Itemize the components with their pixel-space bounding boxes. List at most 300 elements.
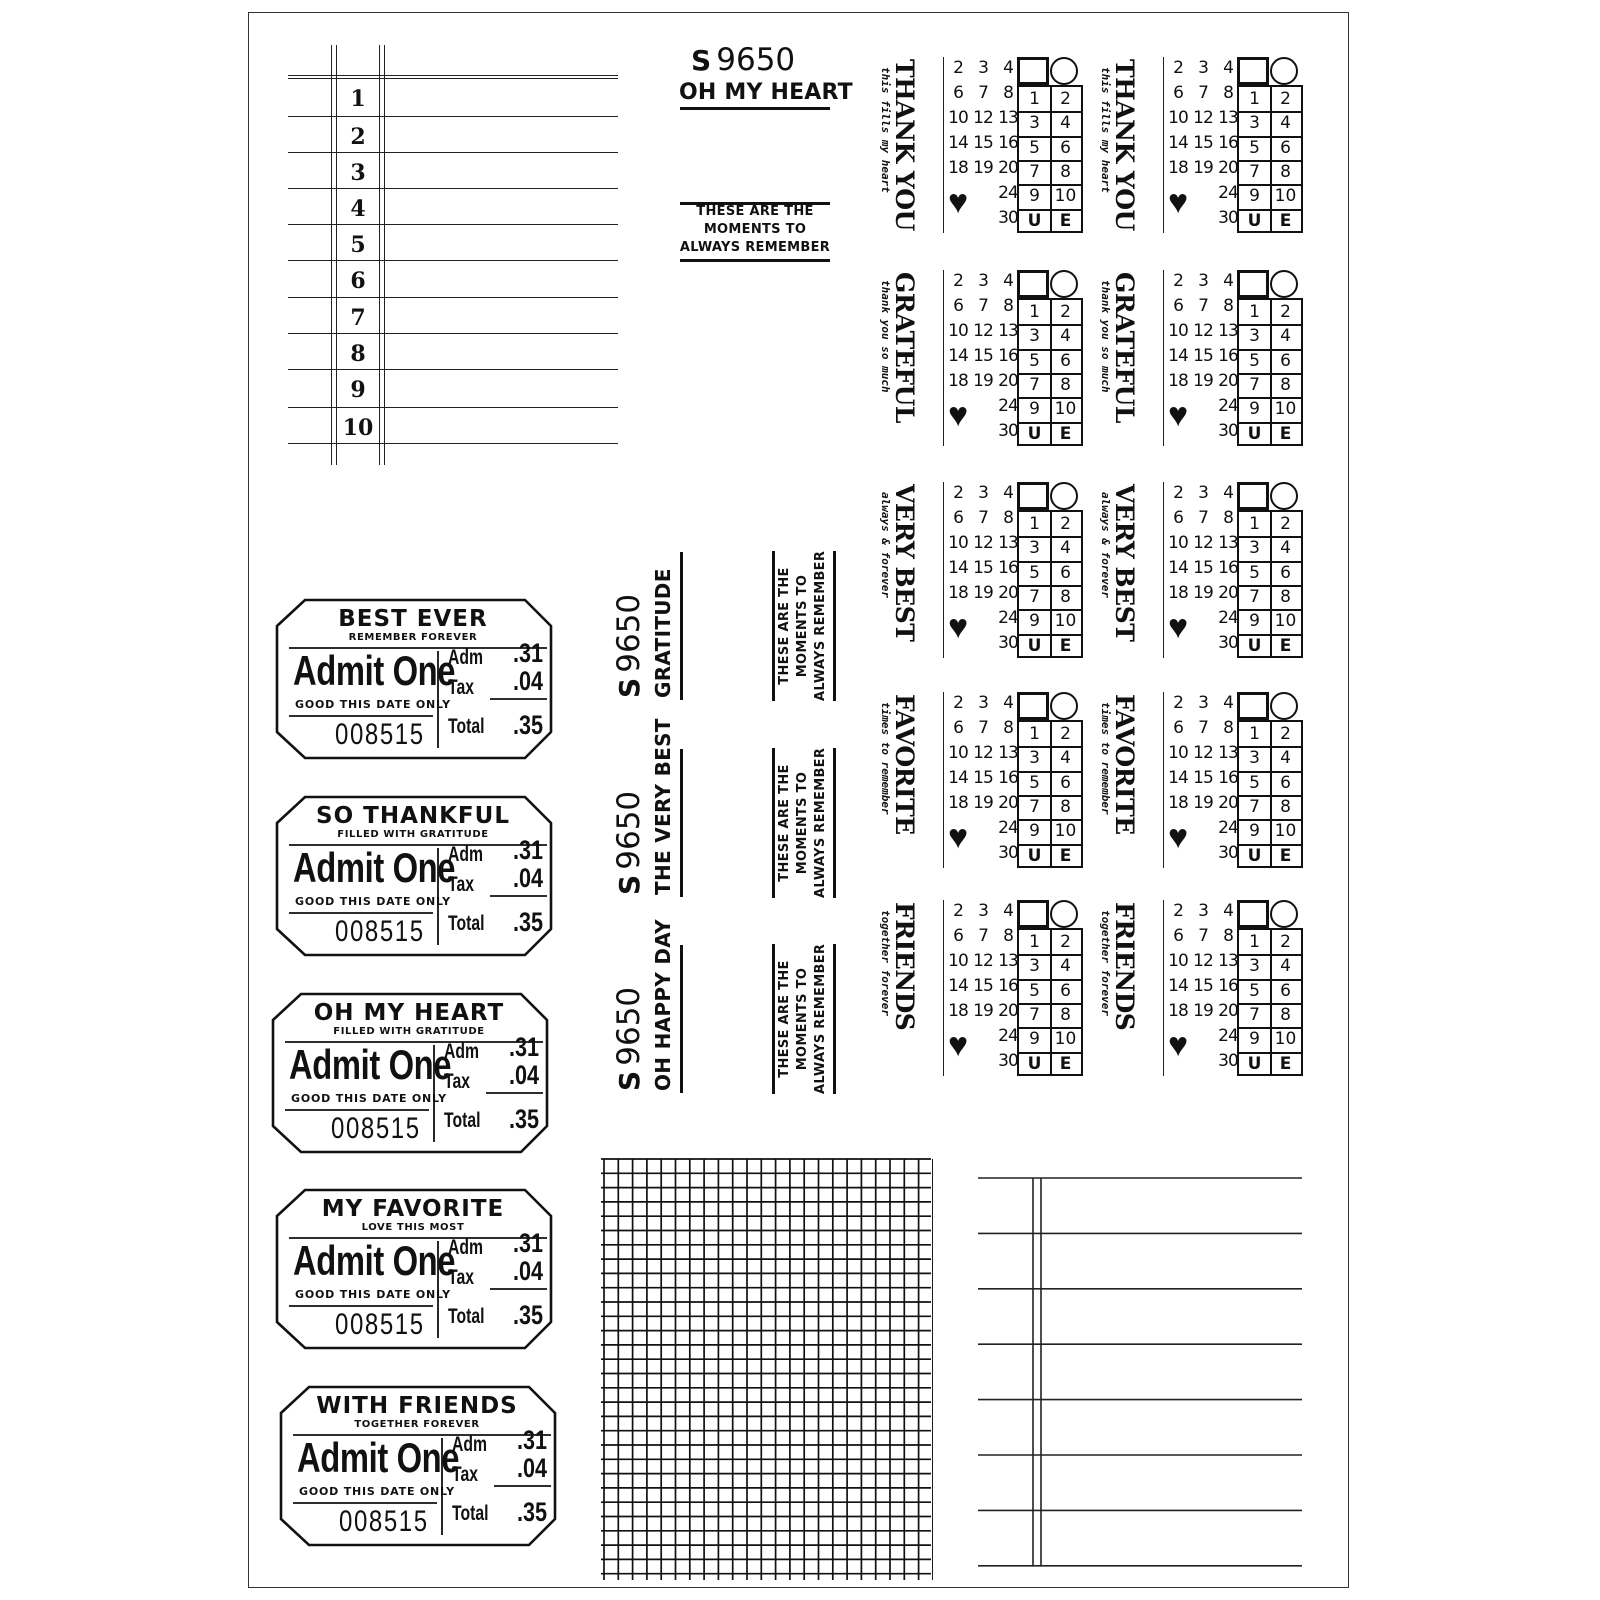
- calendar-day: 24: [998, 818, 1018, 838]
- calendar-day: 3: [978, 901, 988, 921]
- calendar-divider: [1163, 482, 1164, 658]
- admit-one-ticket: [275, 1188, 551, 1348]
- ticket-title: SO THANKFUL: [316, 803, 510, 829]
- calendar-day: 8: [1003, 718, 1013, 738]
- calendar-day: 3: [978, 483, 988, 503]
- calendar-cell: E: [1279, 1053, 1292, 1074]
- calendar-day: 16: [1218, 346, 1238, 366]
- mini-calendar-stamp: [878, 57, 1088, 237]
- calendar-cell: 1: [1249, 724, 1260, 744]
- ticket-adm-value: .31: [509, 1032, 540, 1062]
- calendar-cell: 2: [1060, 724, 1071, 744]
- ticket-adm-value: .31: [513, 638, 544, 668]
- circle-icon: [1050, 57, 1078, 85]
- calendar-day: 12: [973, 321, 993, 341]
- calendar-day: 8: [1223, 83, 1233, 103]
- calendar-day: 10: [1168, 321, 1188, 341]
- tag-underline: [680, 945, 683, 1093]
- calendar-day: 2: [1173, 901, 1183, 921]
- calendar-cell: 8: [1280, 1004, 1291, 1025]
- calendar-title: FRIENDS: [890, 902, 919, 1031]
- calendar-day: 3: [1198, 58, 1208, 78]
- calendar-subtitle: thank you so much: [879, 280, 892, 393]
- moments-line: ALWAYS REMEMBER: [813, 747, 828, 898]
- ticket-total-label: Total: [448, 1305, 485, 1328]
- calendar-day: 16: [998, 768, 1018, 788]
- calendar-table: [1237, 298, 1303, 446]
- ticket-adm-label: Adm: [448, 843, 484, 866]
- calendar-day: 18: [948, 583, 968, 603]
- calendar-table: [1017, 720, 1083, 868]
- calendar-cell: 9: [1029, 611, 1040, 632]
- ticket-serial: 008515: [339, 1505, 429, 1538]
- ticket-tax-value: .04: [513, 666, 544, 696]
- calendar-day: 20: [1218, 158, 1238, 178]
- list-number: 1: [350, 86, 366, 112]
- calendar-day: 2: [953, 58, 963, 78]
- calendar-cell: 5: [1249, 562, 1260, 583]
- calendar-day: 2: [953, 483, 963, 503]
- calendar-cell: 9: [1249, 399, 1260, 420]
- calendar-cell: 1: [1029, 932, 1040, 952]
- grid-lines: [601, 1157, 933, 1582]
- calendar-subtitle: always & forever: [879, 492, 892, 598]
- calendar-cell: 6: [1280, 980, 1291, 1001]
- tag-number: 9650: [611, 986, 647, 1066]
- calendar-cell: 9: [1249, 1029, 1260, 1050]
- calendar-cell: U: [1247, 845, 1262, 866]
- calendar-day: 2: [1173, 58, 1183, 78]
- calendar-day: 12: [1193, 108, 1213, 128]
- calendar-title: GRATEFUL: [1110, 272, 1139, 423]
- list-row-line: [288, 369, 618, 370]
- ticket-admit-one: Admit One: [293, 844, 456, 891]
- calendar-day: 2: [1173, 271, 1183, 291]
- calendar-day: 19: [1193, 583, 1213, 603]
- calendar-day: 16: [1218, 558, 1238, 578]
- calendar-subtitle: together forever: [1099, 910, 1112, 1016]
- calendar-day: 6: [953, 296, 963, 316]
- calendar-cell: 5: [1249, 980, 1260, 1001]
- ticket-subtitle: LOVE THIS MOST: [361, 1222, 465, 1233]
- calendar-day: 14: [948, 133, 968, 153]
- calendar-day: 24: [998, 608, 1018, 628]
- calendar-table: [1237, 720, 1303, 868]
- square-icon: [1237, 270, 1269, 298]
- calendar-cell: 10: [1054, 399, 1077, 420]
- calendar-day: 6: [953, 83, 963, 103]
- calendar-divider: [1163, 692, 1164, 868]
- calendar-day: 16: [998, 346, 1018, 366]
- list-column-line: [384, 45, 385, 465]
- moments-left-line: [772, 748, 775, 898]
- calendar-day: 30: [998, 1051, 1018, 1071]
- calendar-divider: [1163, 900, 1164, 1076]
- calendar-day: 30: [998, 421, 1018, 441]
- calendar-day: 3: [978, 271, 988, 291]
- calendar-day: 16: [1218, 133, 1238, 153]
- calendar-cell: 3: [1029, 748, 1040, 769]
- moments-left-line: [772, 551, 775, 701]
- calendar-day: 4: [1223, 58, 1233, 78]
- ticket-tax-label: Tax: [444, 1070, 470, 1093]
- calendar-day: 14: [948, 976, 968, 996]
- ticket-subtitle: FILLED WITH GRATITUDE: [333, 1026, 485, 1037]
- mini-calendar-stamp: [878, 900, 1088, 1080]
- calendar-day: 14: [948, 346, 968, 366]
- ticket-serial: 008515: [335, 718, 425, 751]
- calendar-day: 10: [948, 743, 968, 763]
- calendar-cell: U: [1247, 210, 1262, 231]
- circle-icon: [1270, 692, 1298, 720]
- calendar-subtitle: this fills my heart: [1099, 67, 1112, 193]
- ticket-admit-one: Admit One: [293, 647, 456, 694]
- calendar-day: 4: [1223, 483, 1233, 503]
- calendar-day: 7: [1198, 83, 1208, 103]
- calendar-day: 6: [953, 718, 963, 738]
- ticket-serial: 008515: [335, 1308, 425, 1341]
- ticket-tax-value: .04: [517, 1453, 548, 1483]
- calendar-day: 8: [1223, 718, 1233, 738]
- calendar-cell: 2: [1060, 932, 1071, 952]
- calendar-day: 15: [1193, 768, 1213, 788]
- calendar-cell: 10: [1054, 611, 1077, 632]
- square-icon: [1237, 57, 1269, 85]
- calendar-day: 3: [1198, 901, 1208, 921]
- list-number: 7: [350, 305, 366, 331]
- heart-icon: ♥: [948, 1026, 969, 1064]
- calendar-divider: [943, 692, 944, 868]
- calendar-cell: 8: [1060, 1004, 1071, 1025]
- mini-calendar-stamp: [878, 482, 1088, 662]
- calendar-day: 6: [1173, 296, 1183, 316]
- calendar-table: [1237, 928, 1303, 1076]
- calendar-cell: 5: [1029, 772, 1040, 793]
- calendar-day: 19: [973, 371, 993, 391]
- circle-icon: [1270, 57, 1298, 85]
- moments-line: MOMENTS TO: [795, 967, 810, 1071]
- calendar-cell: 3: [1029, 326, 1040, 347]
- calendar-cell: 4: [1060, 748, 1071, 769]
- calendar-day: 12: [973, 743, 993, 763]
- calendar-subtitle: this fills my heart: [879, 67, 892, 193]
- tag-prefix: S: [691, 44, 712, 77]
- calendar-day: 10: [1168, 108, 1188, 128]
- calendar-day: 30: [1218, 633, 1238, 653]
- calendar-cell: E: [1279, 210, 1292, 231]
- admit-one-ticket: [271, 992, 547, 1152]
- moments-left-line: [772, 944, 775, 1094]
- square-icon: [1017, 270, 1049, 298]
- calendar-day: 16: [1218, 768, 1238, 788]
- calendar-cell: 6: [1060, 137, 1071, 158]
- list-number: 2: [350, 124, 366, 150]
- calendar-cell: 6: [1060, 350, 1071, 371]
- list-row-line: [288, 333, 618, 334]
- calendar-day: 18: [948, 1001, 968, 1021]
- tag-label: OH MY HEART: [679, 80, 853, 105]
- calendar-day: 19: [1193, 371, 1213, 391]
- calendar-day: 24: [998, 1026, 1018, 1046]
- calendar-day: 14: [1168, 346, 1188, 366]
- ticket-tax-value: .04: [513, 863, 544, 893]
- calendar-day: 15: [973, 558, 993, 578]
- calendar-title: GRATEFUL: [890, 272, 919, 423]
- calendar-day: 10: [948, 321, 968, 341]
- calendar-cell: 9: [1029, 399, 1040, 420]
- mini-calendar-stamp: [1098, 900, 1308, 1080]
- calendar-cell: 8: [1060, 374, 1071, 395]
- tag-price: [611, 791, 647, 895]
- calendar-cell: 3: [1249, 113, 1260, 134]
- list-header-line: [288, 75, 618, 76]
- heart-icon: ♥: [948, 818, 969, 856]
- calendar-cell: 7: [1029, 1004, 1040, 1025]
- list-number: 9: [350, 377, 366, 403]
- calendar-table: [1017, 85, 1083, 233]
- ticket-adm-value: .31: [513, 835, 544, 865]
- calendar-divider: [1163, 57, 1164, 233]
- calendar-divider: [943, 900, 944, 1076]
- calendar-day: 7: [1198, 508, 1208, 528]
- calendar-cell: 2: [1280, 89, 1291, 109]
- moments-text: [776, 551, 830, 701]
- ticket-adm-label: Adm: [448, 1236, 484, 1259]
- calendar-cell: 6: [1280, 772, 1291, 793]
- calendar-day: 14: [1168, 558, 1188, 578]
- circle-icon: [1270, 900, 1298, 928]
- calendar-day: 13: [1218, 321, 1238, 341]
- calendar-day: 14: [1168, 768, 1188, 788]
- calendar-cell: E: [1059, 1053, 1072, 1074]
- tag-number: 9650: [611, 593, 647, 673]
- calendar-day: 6: [953, 926, 963, 946]
- tag-prefix: S: [613, 677, 646, 698]
- square-icon: [1237, 692, 1269, 720]
- ticket-subtitle: TOGETHER FOREVER: [354, 1419, 480, 1430]
- calendar-cell: 1: [1249, 89, 1260, 109]
- calendar-title: THANK YOU: [1110, 59, 1139, 231]
- calendar-day: 4: [1003, 693, 1013, 713]
- calendar-day: 30: [1218, 208, 1238, 228]
- calendar-day: 19: [973, 158, 993, 178]
- calendar-cell: 2: [1060, 302, 1071, 322]
- moments-text: [776, 944, 830, 1094]
- calendar-cell: 7: [1029, 161, 1040, 182]
- calendar-day: 3: [978, 58, 988, 78]
- circle-icon: [1050, 692, 1078, 720]
- calendar-day: 18: [1168, 583, 1188, 603]
- calendar-title: FAVORITE: [890, 694, 919, 835]
- list-row-line: [288, 188, 618, 189]
- heart-icon: ♥: [948, 608, 969, 646]
- calendar-day: 4: [1003, 901, 1013, 921]
- calendar-divider: [1163, 270, 1164, 446]
- calendar-day: 12: [1193, 533, 1213, 553]
- calendar-day: 12: [1193, 951, 1213, 971]
- calendar-day: 16: [998, 976, 1018, 996]
- calendar-day: 10: [948, 108, 968, 128]
- moments-right-line: [833, 944, 836, 1094]
- ticket-good-date: GOOD THIS DATE ONLY: [295, 1288, 451, 1301]
- calendar-cell: 7: [1249, 161, 1260, 182]
- moments-right-line: [833, 551, 836, 701]
- ticket-total-value: .35: [513, 710, 544, 740]
- grid-pattern-stamp: [601, 1157, 931, 1580]
- calendar-day: 4: [1003, 58, 1013, 78]
- calendar-day: 15: [973, 768, 993, 788]
- calendar-day: 4: [1223, 271, 1233, 291]
- calendar-day: 24: [1218, 1026, 1238, 1046]
- list-row-line: [288, 116, 618, 117]
- heart-icon: ♥: [1168, 1026, 1189, 1064]
- calendar-day: 20: [998, 371, 1018, 391]
- square-icon: [1237, 482, 1269, 510]
- tag-label: THE VERY BEST: [651, 718, 675, 895]
- calendar-divider: [943, 57, 944, 233]
- calendar-cell: U: [1027, 845, 1042, 866]
- calendar-day: 30: [1218, 421, 1238, 441]
- ticket-subtitle: FILLED WITH GRATITUDE: [337, 829, 489, 840]
- calendar-cell: 7: [1029, 796, 1040, 817]
- calendar-cell: E: [1059, 845, 1072, 866]
- ticket-good-date: GOOD THIS DATE ONLY: [295, 895, 451, 908]
- calendar-cell: U: [1027, 210, 1042, 231]
- calendar-day: 24: [1218, 183, 1238, 203]
- calendar-cell: E: [1059, 210, 1072, 231]
- calendar-cell: U: [1247, 635, 1262, 656]
- calendar-cell: E: [1059, 423, 1072, 444]
- calendar-day: 20: [998, 583, 1018, 603]
- calendar-cell: 1: [1029, 302, 1040, 322]
- tag-number: 9650: [716, 42, 796, 78]
- calendar-day: 20: [1218, 583, 1238, 603]
- calendar-day: 7: [978, 926, 988, 946]
- calendar-day: 15: [973, 133, 993, 153]
- moments-line: ALWAYS REMEMBER: [813, 943, 828, 1094]
- moments-line: THESE ARE THE: [777, 567, 792, 685]
- calendar-cell: 4: [1280, 956, 1291, 977]
- calendar-day: 7: [1198, 718, 1208, 738]
- mini-calendar-stamp: [1098, 57, 1308, 237]
- calendar-cell: 9: [1029, 821, 1040, 842]
- moments-line: THESE ARE THE: [777, 764, 792, 882]
- calendar-day: 6: [1173, 508, 1183, 528]
- calendar-cell: 5: [1249, 137, 1260, 158]
- calendar-table: [1017, 928, 1083, 1076]
- calendar-day: 3: [1198, 483, 1208, 503]
- calendar-day: 20: [1218, 1001, 1238, 1021]
- ticket-tax-label: Tax: [452, 1463, 478, 1486]
- calendar-day: 3: [978, 693, 988, 713]
- tag-prefix: S: [613, 1070, 646, 1091]
- calendar-day: 20: [1218, 371, 1238, 391]
- calendar-day: 8: [1223, 296, 1233, 316]
- ticket-adm-value: .31: [513, 1228, 544, 1258]
- calendar-day: 16: [1218, 976, 1238, 996]
- square-icon: [1017, 692, 1049, 720]
- calendar-cell: 4: [1280, 113, 1291, 134]
- calendar-cell: 10: [1054, 1029, 1077, 1050]
- calendar-cell: 1: [1249, 302, 1260, 322]
- square-icon: [1017, 900, 1049, 928]
- heart-icon: ♥: [948, 396, 969, 434]
- calendar-day: 12: [973, 108, 993, 128]
- calendar-cell: 8: [1280, 161, 1291, 182]
- calendar-day: 10: [1168, 533, 1188, 553]
- ticket-tax-label: Tax: [448, 873, 474, 896]
- calendar-cell: 2: [1060, 514, 1071, 534]
- list-column-line: [336, 45, 337, 465]
- ticket-total-label: Total: [448, 912, 485, 935]
- ticket-serial: 008515: [331, 1112, 421, 1145]
- calendar-day: 18: [1168, 158, 1188, 178]
- calendar-day: 24: [998, 396, 1018, 416]
- calendar-day: 19: [973, 793, 993, 813]
- calendar-day: 10: [1168, 951, 1188, 971]
- calendar-cell: 8: [1280, 586, 1291, 607]
- calendar-day: 13: [998, 951, 1018, 971]
- calendar-divider: [943, 482, 944, 658]
- calendar-day: 18: [1168, 371, 1188, 391]
- calendar-cell: 7: [1249, 796, 1260, 817]
- calendar-day: 15: [973, 976, 993, 996]
- ticket-admit-one: Admit One: [297, 1434, 460, 1481]
- list-row-line: [288, 443, 618, 444]
- calendar-day: 2: [953, 901, 963, 921]
- calendar-day: 30: [998, 208, 1018, 228]
- calendar-cell: 5: [1029, 137, 1040, 158]
- calendar-cell: U: [1247, 423, 1262, 444]
- calendar-cell: 2: [1280, 724, 1291, 744]
- calendar-day: 8: [1003, 83, 1013, 103]
- calendar-day: 18: [948, 793, 968, 813]
- calendar-day: 6: [1173, 83, 1183, 103]
- calendar-cell: 4: [1060, 538, 1071, 559]
- tag-price: [611, 987, 647, 1091]
- calendar-day: 19: [973, 1001, 993, 1021]
- ticket-total-value: .35: [509, 1104, 540, 1134]
- moments-line: MOMENTS TO: [703, 222, 807, 237]
- ticket-title: BEST EVER: [338, 606, 488, 632]
- calendar-cell: 3: [1249, 326, 1260, 347]
- ticket-adm-value: .31: [517, 1425, 548, 1455]
- calendar-day: 4: [1003, 271, 1013, 291]
- calendar-cell: 9: [1029, 1029, 1040, 1050]
- calendar-day: 15: [1193, 976, 1213, 996]
- circle-icon: [1270, 482, 1298, 510]
- calendar-day: 6: [1173, 926, 1183, 946]
- calendar-cell: 9: [1249, 611, 1260, 632]
- list-row-line: [288, 260, 618, 261]
- calendar-table: [1017, 510, 1083, 658]
- square-icon: [1237, 900, 1269, 928]
- calendar-day: 13: [1218, 533, 1238, 553]
- calendar-title: VERY BEST: [890, 484, 919, 642]
- calendar-cell: 2: [1280, 932, 1291, 952]
- list-number: 10: [342, 415, 374, 441]
- calendar-day: 8: [1003, 508, 1013, 528]
- list-row-line: [288, 407, 618, 408]
- calendar-day: 20: [998, 1001, 1018, 1021]
- calendar-day: 10: [948, 533, 968, 553]
- calendar-cell: 5: [1029, 980, 1040, 1001]
- calendar-cell: 8: [1280, 796, 1291, 817]
- calendar-day: 18: [1168, 1001, 1188, 1021]
- calendar-subtitle: thank you so much: [1099, 280, 1112, 393]
- admit-one-ticket: [275, 795, 551, 955]
- calendar-day: 19: [973, 583, 993, 603]
